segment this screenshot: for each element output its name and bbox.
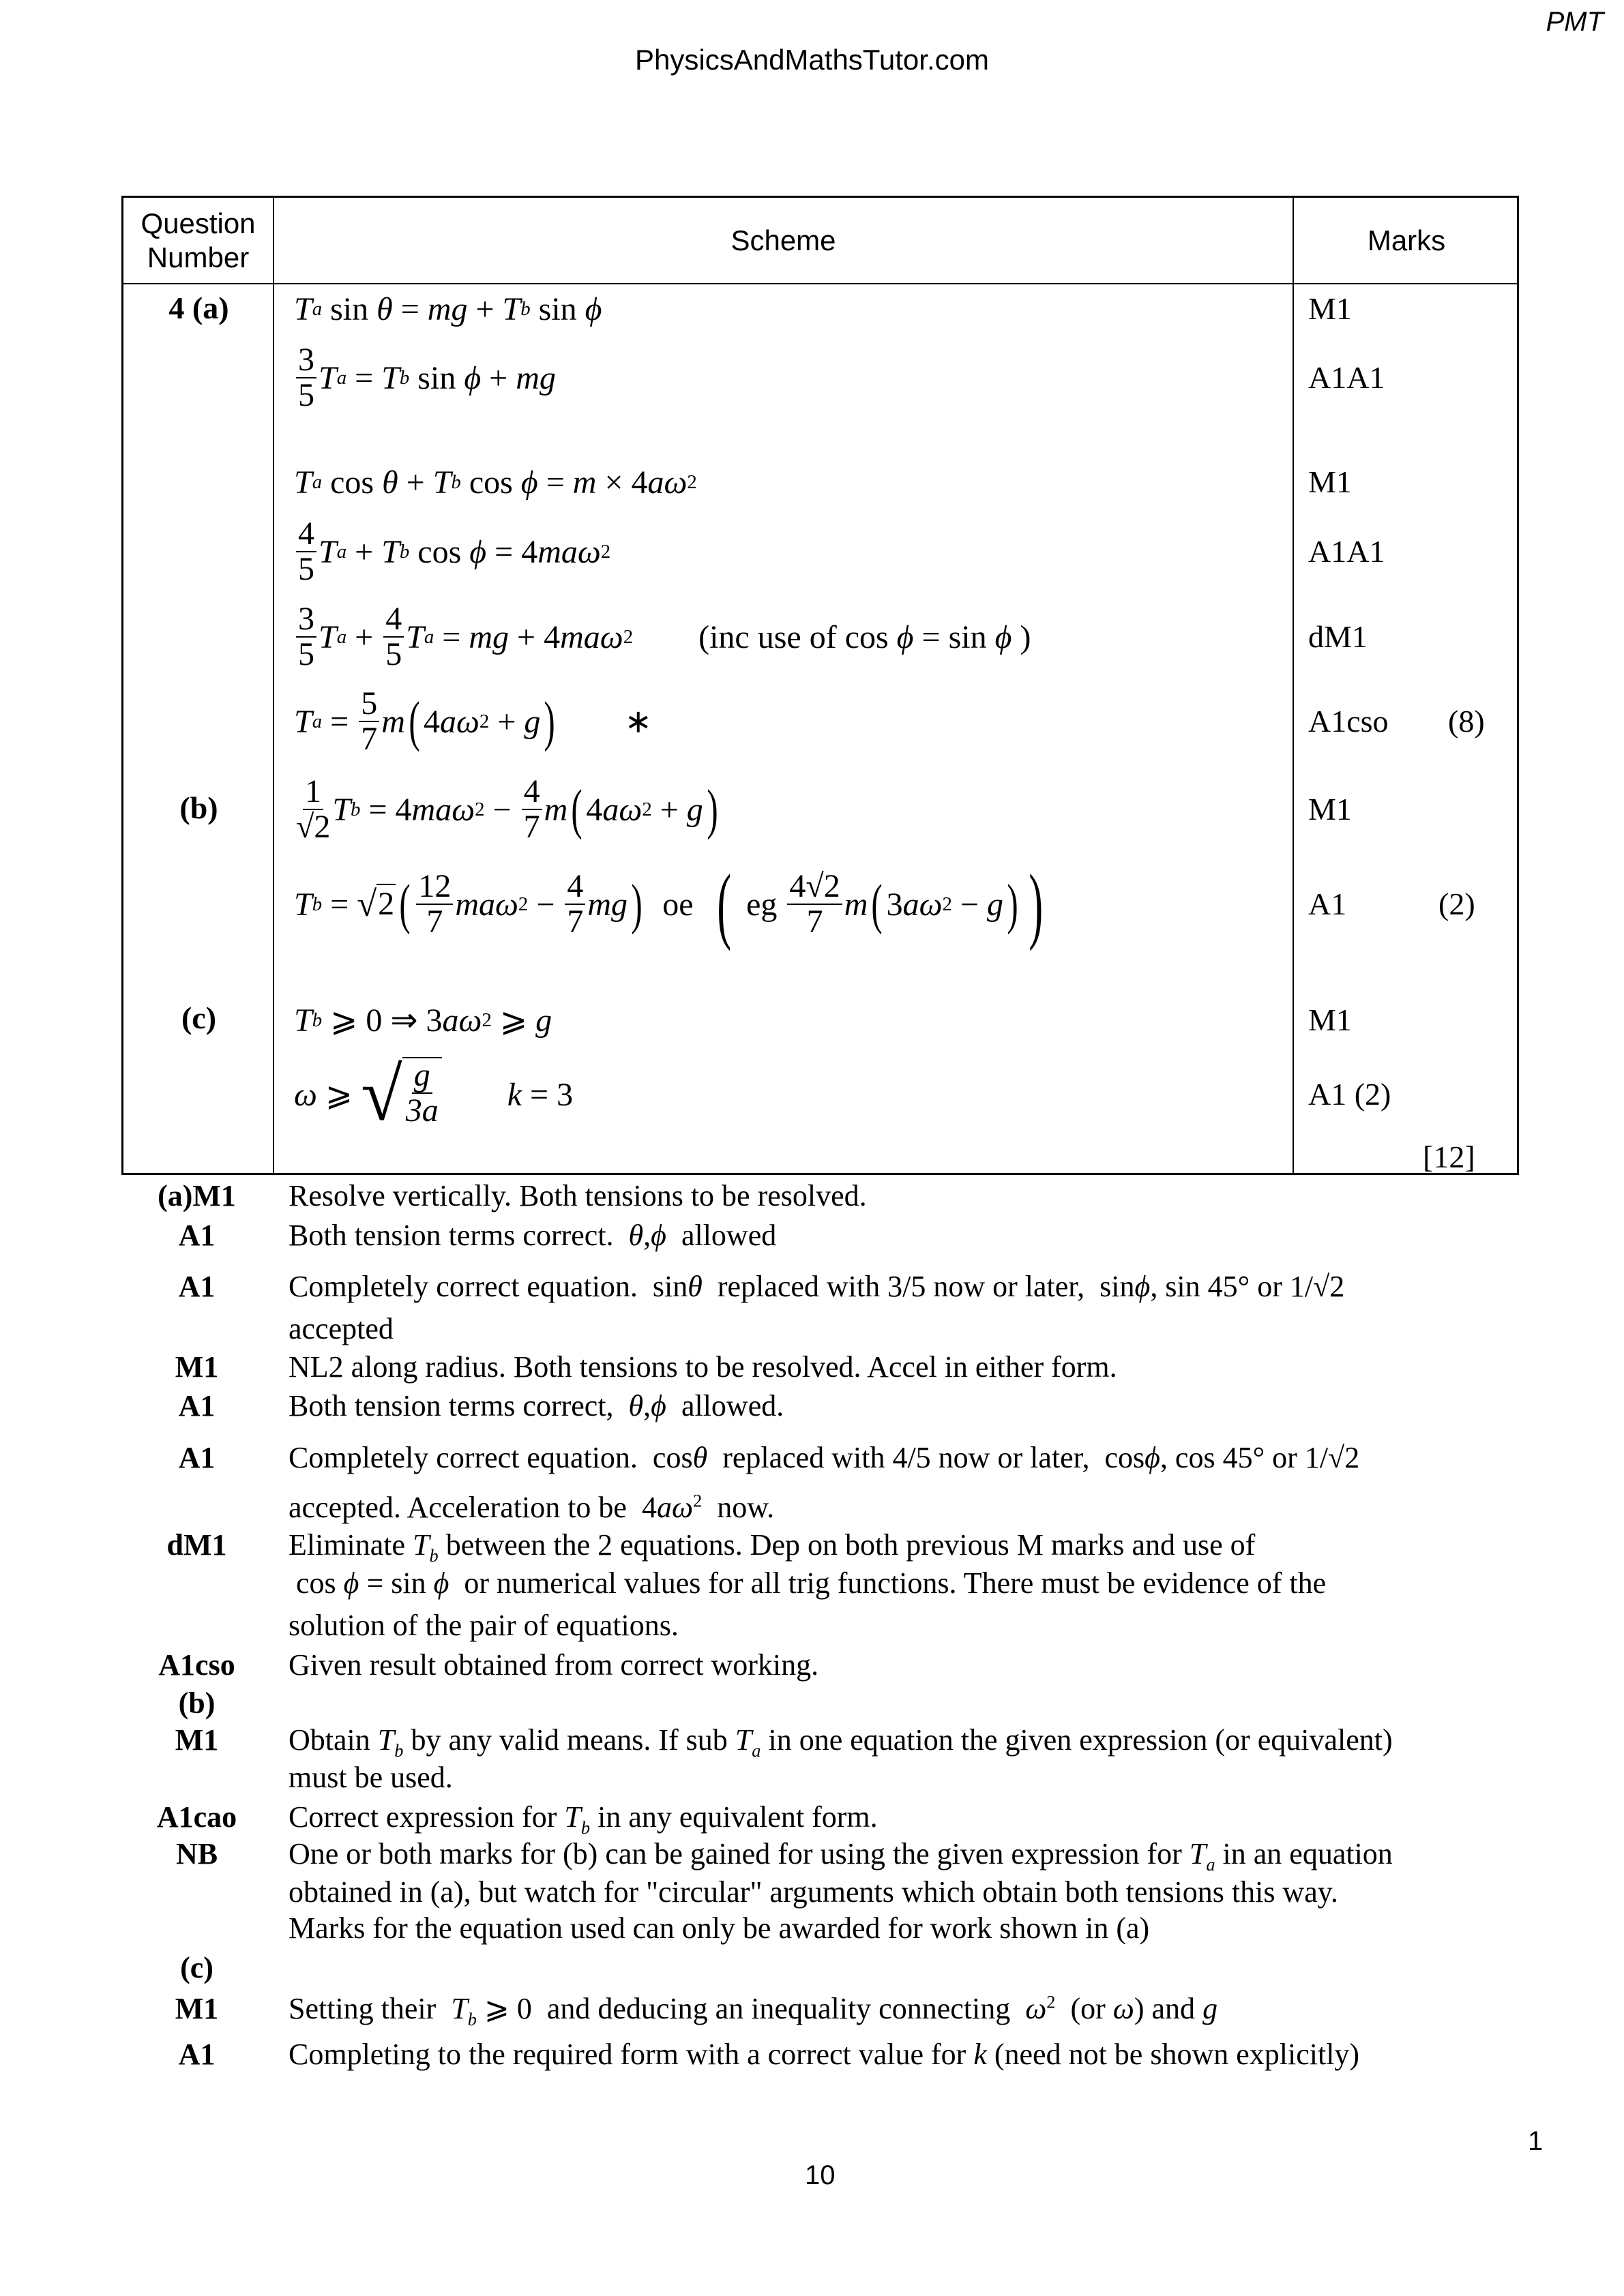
math-var: T — [319, 359, 337, 396]
denominator: 7 — [806, 904, 823, 940]
parenthesis: ) — [631, 873, 643, 935]
subscript: a — [752, 1740, 761, 1761]
text-run: = — [322, 886, 357, 923]
text-run: ⩾ 0 and deducing an inequality connecting — [477, 1992, 1026, 2025]
text-run: , — [643, 1219, 651, 1252]
math-var: k — [973, 2038, 987, 2071]
denominator: √2 — [296, 809, 331, 845]
mark-code: M1 — [1308, 464, 1352, 499]
note-text — [289, 1566, 1326, 1600]
text-run: Both tension terms correct, — [289, 1389, 629, 1422]
text-run: Setting their — [289, 1992, 452, 2025]
math-var: g — [686, 791, 703, 828]
scheme-equation — [294, 596, 1031, 678]
note-mark-label: A1cso — [158, 1648, 235, 1682]
note-text — [289, 1218, 776, 1253]
math-var: ω — [294, 1076, 317, 1113]
text-run: sin — [409, 359, 464, 396]
mark-code: M1 — [1308, 291, 1352, 326]
text-run: − — [951, 886, 987, 923]
math-var: ϕ — [1134, 1270, 1151, 1303]
subscript: b — [429, 1545, 439, 1566]
math-var: m — [544, 791, 568, 828]
numerator: 4 — [522, 775, 542, 810]
text-run: + — [346, 533, 382, 570]
subtotal-a: (8) — [1448, 704, 1485, 739]
note-mark-label: (b) — [178, 1686, 216, 1720]
header-marks: Marks — [1367, 224, 1446, 256]
text-run: ⩾ — [316, 1077, 361, 1113]
fraction — [359, 687, 379, 757]
note-text — [289, 1608, 679, 1643]
superscript: 2 — [600, 540, 611, 563]
math-var: T — [377, 1723, 395, 1757]
mark-scheme-table — [121, 196, 1519, 1175]
text-run: solution of the pair of equations. — [289, 1609, 679, 1642]
note-mark-label: M1 — [175, 1350, 219, 1384]
text-run: + — [651, 791, 687, 828]
radical-sign: √ — [357, 884, 377, 924]
math-var: ϕ — [343, 1566, 359, 1600]
text-run: = 4 — [360, 791, 412, 828]
math-var: T — [406, 618, 424, 655]
text-run: = — [537, 464, 573, 501]
numerator: 4 — [565, 869, 585, 905]
text-run: Completely correct equation. cos — [289, 1441, 693, 1474]
math-var: m — [844, 886, 868, 923]
question-total: [12] — [1423, 1139, 1475, 1174]
scheme-equation — [294, 511, 610, 593]
math-var: ϕ — [520, 464, 538, 501]
text-run: Marks for the equation used can only be awarded for work shown in (a) — [289, 1911, 1150, 1945]
text-run: + — [481, 359, 516, 396]
note-text — [289, 1911, 1149, 1945]
math-var: ω — [1112, 1992, 1134, 2025]
subscript: b — [580, 1817, 591, 1838]
scheme-equation — [294, 337, 556, 419]
text-run: , — [643, 1389, 651, 1422]
text-run: = 4 — [486, 533, 538, 570]
text-run: sin — [530, 290, 585, 327]
superscript: 2 — [693, 1490, 703, 1511]
parenthesis: ( — [399, 873, 411, 935]
math-var: ϕ — [464, 359, 482, 396]
note-mark-label: A1cao — [156, 1800, 237, 1834]
math-var: T — [564, 1800, 581, 1834]
math-var: T — [1189, 1837, 1207, 1870]
text-run: between the 2 equations. Dep on both previous M marks and use of — [438, 1528, 1256, 1562]
note-text — [289, 1440, 1359, 1475]
subscript: a — [336, 366, 347, 389]
superscript: 2 — [642, 798, 652, 820]
note-text — [289, 1527, 1255, 1566]
text-run: − — [528, 886, 563, 923]
question-label-c: (c) — [181, 1000, 217, 1035]
parenthesis: ) — [1007, 873, 1018, 935]
fraction — [416, 869, 453, 940]
mark-code: dM1 — [1308, 619, 1368, 654]
superscript: 2 — [623, 625, 634, 648]
text-run: − — [484, 791, 520, 828]
radicand: 2 — [377, 884, 396, 923]
text-run: must be used. — [289, 1761, 453, 1794]
math-var: T — [294, 464, 312, 501]
text-run: + — [398, 464, 433, 501]
math-var: maω — [537, 533, 601, 570]
text-run: cos — [322, 464, 383, 501]
text-run: now. — [702, 1491, 775, 1524]
text-run: + 4 — [509, 618, 561, 655]
text-run: Eliminate — [289, 1528, 413, 1562]
math-var: T — [332, 791, 351, 828]
note-text — [289, 1836, 1393, 1875]
fraction — [565, 869, 585, 940]
text-run: replaced with 3/5 now or later, sin — [702, 1270, 1135, 1303]
math-var: g — [1202, 1992, 1218, 2025]
note-mark-label: A1 — [178, 2038, 216, 2071]
subscript: b — [399, 540, 410, 563]
text-run: + — [467, 290, 503, 327]
parenthesis: ( — [871, 873, 883, 935]
subscript: a — [1206, 1853, 1215, 1875]
text-run: Both tension terms correct. — [289, 1219, 629, 1252]
numerator: 4 — [383, 602, 404, 638]
radical-sign: √ — [361, 1052, 402, 1136]
math-var: maω — [455, 886, 518, 923]
note-text — [289, 1490, 774, 1525]
text-run: (or — [1055, 1992, 1113, 2025]
math-var: aω — [602, 791, 643, 828]
math-var: aω — [442, 1002, 482, 1039]
text-run: in an equation — [1215, 1837, 1393, 1870]
superscript: 2 — [475, 798, 485, 820]
page-number: 10 — [805, 2160, 836, 2190]
math-var: T — [319, 618, 337, 655]
math-var: T — [381, 359, 400, 396]
subscript: b — [467, 2008, 477, 2029]
text-run: ) and — [1134, 1992, 1203, 2025]
text-run: , sin 45° or 1/√2 — [1150, 1270, 1345, 1303]
math-var: T — [502, 290, 521, 327]
text-run: allowed — [666, 1219, 777, 1252]
math-var: T — [319, 533, 337, 570]
fraction — [296, 775, 330, 845]
math-var: ϕ — [994, 618, 1012, 655]
math-var: g — [535, 1002, 552, 1039]
math-var: ϕ — [585, 290, 602, 327]
math-var: m — [572, 464, 597, 501]
math-var: θ — [628, 1389, 644, 1422]
text-run: = — [322, 703, 357, 740]
math-var: ϕ — [896, 618, 914, 655]
mark-code: A1 — [1308, 886, 1347, 921]
superscript: 2 — [482, 1009, 492, 1031]
note-mark-label: M1 — [175, 1992, 219, 2025]
note-text — [289, 1875, 1338, 1909]
math-var: T — [381, 533, 400, 570]
numerator: 1 — [303, 775, 323, 810]
text-run: Obtain — [289, 1723, 378, 1757]
note-mark-label: dM1 — [166, 1528, 227, 1562]
math-var: T — [294, 1002, 312, 1039]
numerator: 12 — [416, 869, 453, 905]
note-mark-label: M1 — [175, 1723, 219, 1757]
math-var: ϕ — [433, 1566, 449, 1600]
denominator: 7 — [567, 904, 584, 940]
text-run: 4 — [424, 703, 441, 740]
text-run: × 4 — [596, 464, 648, 501]
denominator: 5 — [298, 551, 314, 587]
scheme-equation — [294, 979, 552, 1061]
math-var: aω — [902, 886, 943, 923]
denominator: 7 — [523, 809, 540, 845]
note-mark-label: NB — [175, 1837, 218, 1870]
text-run: = — [434, 618, 469, 655]
math-var: θ — [377, 290, 393, 327]
note-text — [289, 1269, 1344, 1304]
math-var: θ — [382, 464, 398, 501]
text-run: = sin — [913, 618, 995, 655]
fraction — [296, 602, 316, 672]
parenthesis: ) — [544, 690, 556, 752]
subtotal-b: (2) — [1438, 886, 1475, 921]
text-run: accepted — [289, 1312, 394, 1345]
column-divider — [1293, 198, 1294, 1173]
note-text — [289, 1760, 453, 1795]
text-run: by any valid means. If sub — [403, 1723, 735, 1757]
text-run: + — [489, 703, 525, 740]
math-var: T — [294, 703, 312, 740]
subscript: a — [312, 297, 323, 320]
question-label-4a: 4 (a) — [168, 290, 229, 325]
text-run: 4 — [586, 791, 603, 828]
pmt-label: PMT — [1546, 7, 1604, 37]
text-run: Correct expression for — [289, 1800, 565, 1834]
mark-code: A1A1 — [1308, 360, 1385, 395]
text-run: , cos 45° or 1/√2 — [1160, 1441, 1360, 1474]
note-text — [289, 1388, 784, 1423]
page-marker: 1 — [1528, 2126, 1544, 2156]
denominator: 5 — [385, 636, 402, 672]
text-run: = 3 — [522, 1076, 574, 1113]
math-var: aω — [440, 703, 479, 740]
text-run: allowed. — [666, 1389, 784, 1422]
math-var: maω — [411, 791, 475, 828]
note-text — [289, 2037, 1359, 2072]
text-run: Given result obtained from correct working. — [289, 1648, 819, 1682]
text-run: or numerical values for all trig functions. There must be evidence of the — [449, 1566, 1327, 1600]
math-var: ϕ — [469, 533, 487, 570]
subscript: a — [312, 710, 323, 732]
mark-code: A1 (2) — [1308, 1077, 1391, 1112]
math-var: ω — [1025, 1992, 1047, 2025]
text-run: + — [346, 618, 382, 655]
text-run: oe — [646, 886, 710, 923]
mark-code: A1A1 — [1308, 534, 1385, 569]
denominator: 5 — [298, 377, 314, 413]
text-run: ) — [1012, 618, 1031, 655]
text-run: eg — [738, 886, 786, 923]
numerator: g — [412, 1058, 432, 1094]
note-text — [289, 1800, 878, 1838]
numerator: 4 — [296, 517, 316, 552]
text-run: in any equivalent form. — [590, 1800, 878, 1834]
superscript: 2 — [687, 471, 697, 493]
math-var: mg — [469, 618, 510, 655]
text-run: replaced with 4/5 now or later, cos — [707, 1441, 1145, 1474]
math-var: ϕ — [1145, 1441, 1160, 1474]
parenthesis: ( — [571, 778, 582, 840]
fraction — [787, 869, 842, 940]
note-mark-label: A1 — [178, 1270, 216, 1303]
subscript: b — [394, 1740, 404, 1761]
math-var: ϕ — [651, 1389, 666, 1422]
scheme-equation — [294, 1054, 573, 1135]
numerator: 3 — [296, 343, 316, 378]
note-mark-label: A1 — [178, 1441, 216, 1474]
note-text — [289, 1311, 394, 1346]
text-run: = sin — [359, 1566, 434, 1600]
superscript: 2 — [942, 893, 952, 915]
math-var: T — [735, 1723, 752, 1757]
scheme-equation — [294, 769, 722, 850]
note-text — [289, 1991, 1217, 2030]
scheme-equation — [294, 681, 652, 762]
subscript: a — [312, 471, 323, 493]
header-question-number: Question Number — [141, 207, 256, 273]
math-var: θ — [628, 1219, 644, 1252]
fraction — [296, 343, 316, 413]
text-run: obtained in (a), but watch for "circular" arguments which obtain both tensions this way. — [289, 1875, 1338, 1909]
text-run: cos — [460, 464, 521, 501]
note-mark-label: A1 — [178, 1219, 216, 1252]
text-run: Completely correct equation. sin — [289, 1270, 688, 1303]
math-var: g — [524, 703, 541, 740]
mark-code: M1 — [1308, 1002, 1352, 1037]
math-var: θ — [692, 1441, 708, 1474]
superscript: 2 — [1046, 1991, 1056, 2012]
square-root — [357, 884, 396, 925]
denominator: 5 — [298, 636, 314, 672]
parenthesis: ) — [1029, 856, 1044, 951]
text-run: One or both marks for (b) can be gained for using the given expression for — [289, 1837, 1190, 1870]
numerator: 4√2 — [787, 869, 842, 905]
fraction — [296, 517, 316, 587]
denominator: 7 — [426, 904, 443, 940]
parenthesis: ) — [707, 778, 718, 840]
math-var: mg — [516, 359, 556, 396]
superscript: 2 — [479, 710, 490, 732]
note-text — [289, 1648, 818, 1682]
text-run: ∗ — [559, 704, 652, 740]
text-run: 3 — [886, 886, 903, 923]
math-var: ϕ — [651, 1219, 666, 1252]
math-var: aω — [656, 1491, 694, 1524]
text-run: = — [392, 290, 428, 327]
text-run: in one equation the given expression (or equivalent) — [761, 1723, 1393, 1757]
math-var: θ — [688, 1270, 703, 1303]
math-var: k — [507, 1076, 522, 1113]
text-run: Completing to the required form with a correct value for — [289, 2038, 974, 2071]
text-run: NL2 along radius. Both tensions to be resolved. Accel in either form. — [289, 1350, 1117, 1384]
note-mark-label: (c) — [180, 1951, 213, 1984]
text-run: accepted. Acceleration to be 4 — [289, 1491, 657, 1524]
header-scheme: Scheme — [730, 224, 836, 256]
text-run: ⩾ — [491, 1002, 536, 1039]
math-var: maω — [560, 618, 623, 655]
text-run: Resolve vertically. Both tensions to be resolved. — [289, 1179, 867, 1212]
subscript: b — [520, 297, 531, 320]
text-run: sin — [322, 290, 377, 327]
mark-code: M1 — [1308, 792, 1352, 826]
mark-code: A1cso — [1308, 704, 1389, 739]
subscript: b — [451, 471, 461, 493]
square-root — [361, 1052, 442, 1136]
math-var: m — [381, 703, 405, 740]
note-mark-label: A1 — [178, 1389, 216, 1422]
site-header: PhysicsAndMathsTutor.com — [635, 44, 989, 76]
subscript: b — [399, 366, 410, 389]
math-var: mg — [427, 290, 468, 327]
fraction — [383, 602, 404, 672]
subscript: b — [312, 893, 323, 915]
subscript: a — [336, 625, 347, 648]
text-run: = — [346, 359, 382, 396]
math-var: g — [986, 886, 1003, 923]
parenthesis: ( — [716, 856, 731, 951]
subscript: a — [336, 540, 347, 563]
parenthesis: ( — [409, 690, 420, 752]
fraction — [522, 775, 542, 845]
denominator: 3a — [405, 1092, 439, 1129]
math-var: T — [294, 886, 312, 923]
math-var: T — [413, 1528, 430, 1562]
note-text — [289, 1178, 867, 1213]
radicand — [402, 1057, 442, 1129]
math-var: aω — [647, 464, 688, 501]
subscript: b — [312, 1009, 323, 1031]
text-run — [442, 1076, 507, 1114]
superscript: 2 — [518, 893, 529, 915]
math-var: T — [294, 290, 312, 327]
denominator: 7 — [361, 721, 378, 757]
fraction — [406, 1058, 439, 1129]
note-text — [289, 1350, 1117, 1384]
subscript: b — [351, 798, 361, 820]
note-text — [289, 1723, 1393, 1761]
text-run: cos — [289, 1566, 344, 1600]
math-var: T — [432, 464, 452, 501]
note-mark-label: (a)M1 — [158, 1179, 236, 1212]
text-run: ⩾ 0 ⇒ 3 — [322, 1002, 443, 1039]
scheme-equation — [294, 856, 1050, 951]
text-run: (need not be shown explicitly) — [986, 2038, 1360, 2071]
question-label-b: (b) — [179, 790, 218, 825]
text-run: cos — [409, 533, 470, 570]
numerator: 3 — [296, 602, 316, 638]
text-run: (inc use of cos — [633, 618, 897, 655]
math-var: T — [451, 1992, 468, 2025]
math-var: mg — [587, 886, 628, 923]
subscript: a — [424, 625, 434, 648]
numerator: 5 — [359, 687, 379, 722]
